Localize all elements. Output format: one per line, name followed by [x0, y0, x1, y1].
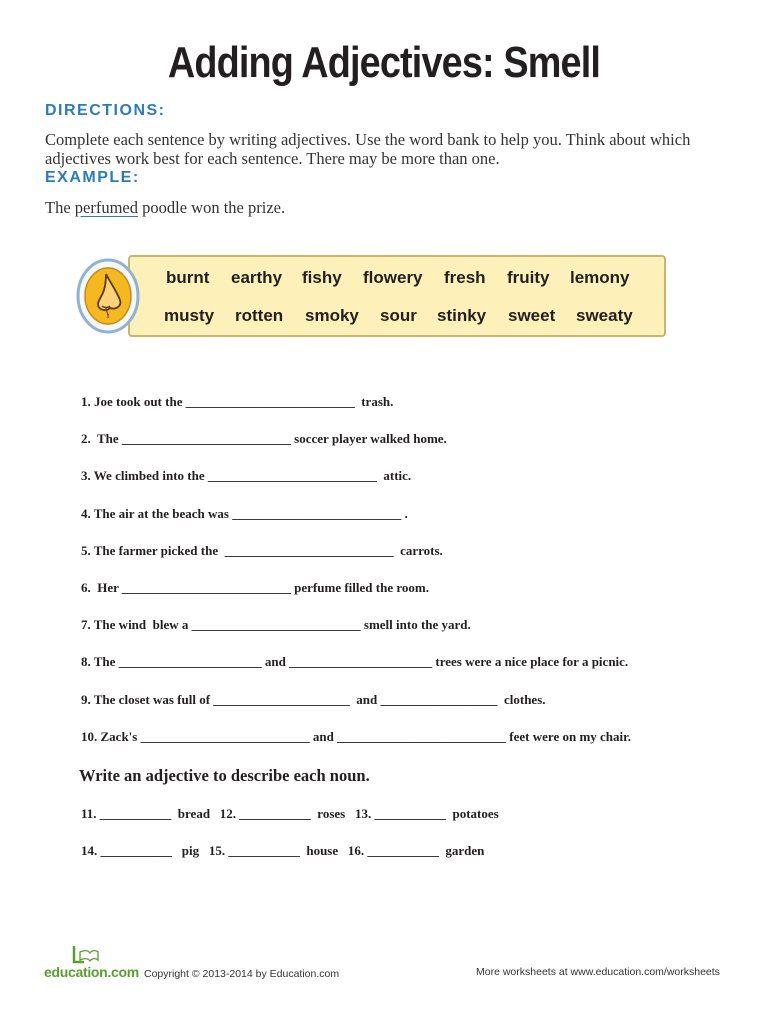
more-worksheets-link[interactable]: More worksheets at www.education.com/worksheets — [476, 966, 720, 978]
word-bank-word: earthy — [231, 268, 283, 287]
book-icon — [70, 944, 100, 966]
word-bank-word: musty — [164, 306, 215, 325]
word-bank-word: sour — [380, 306, 417, 325]
word-bank-word: fruity — [507, 268, 550, 287]
question-9[interactable]: 9. The closet was full of _____________________ and __________________ clothes. — [81, 692, 546, 707]
question-7[interactable]: 7. The wind blew a __________________________ smell into the yard. — [81, 617, 471, 632]
word-bank-word: rotten — [235, 306, 284, 325]
noun-row-2[interactable]: 14. ___________ pig 15. ___________ house 16. ___________ garden — [81, 843, 485, 858]
word-bank-word: burnt — [166, 268, 210, 287]
question-2[interactable]: 2. The __________________________ soccer player walked home. — [81, 431, 447, 446]
question-10[interactable]: 10. Zack's __________________________ and __________________________ feet were on my chair. — [81, 729, 631, 744]
example-after: poodle won the prize. — [138, 198, 286, 217]
word-bank-word: fishy — [302, 268, 342, 287]
noun-row-1[interactable]: 11. ___________ bread 12. ___________ roses 13. ___________ potatoes — [81, 806, 499, 821]
question-6[interactable]: 6. Her __________________________ perfume filled the room. — [81, 580, 429, 595]
word-bank-row-2 — [130, 306, 664, 330]
word-bank-word: lemony — [570, 268, 630, 287]
example-word: perfumed — [74, 198, 139, 217]
write-adjective-heading: Write an adjective to describe each noun. — [79, 766, 370, 785]
example-sentence — [45, 198, 285, 218]
word-bank-row-1 — [130, 268, 664, 292]
question-4[interactable]: 4. The air at the beach was __________________________ . — [81, 506, 408, 521]
page-title: Adding Adjectives: Smell — [167, 38, 601, 87]
word-bank — [128, 255, 666, 337]
question-3[interactable]: 3. We climbed into the __________________________ attic. — [81, 468, 412, 483]
example-heading: EXAMPLE: — [45, 169, 140, 186]
question-1[interactable]: 1. Joe took out the __________________________ trash. — [81, 394, 394, 409]
logo-text: education.com — [44, 964, 139, 980]
example-before: The — [45, 198, 75, 217]
word-bank-word: stinky — [437, 306, 487, 325]
word-bank-word: sweet — [508, 306, 556, 325]
word-bank-word: flowery — [363, 268, 423, 287]
question-8[interactable]: 8. The ______________________ and ______________________ trees were a nice place for a picnic. — [81, 654, 629, 669]
word-bank-word: fresh — [444, 268, 486, 287]
directions-heading: DIRECTIONS: — [45, 102, 166, 119]
question-5[interactable]: 5. The farmer picked the __________________________ carrots. — [81, 543, 443, 558]
copyright: Copyright © 2013-2014 by Education.com — [144, 968, 340, 980]
nose-icon — [76, 258, 140, 334]
education-logo[interactable] — [44, 944, 144, 984]
word-bank-word: sweaty — [576, 306, 633, 325]
directions-text: Complete each sentence by writing adjectives. Use the word bank to help you. Think about which adjectives work best for each sentence. There may be more than one. — [45, 130, 691, 168]
word-bank-word: smoky — [305, 306, 359, 325]
